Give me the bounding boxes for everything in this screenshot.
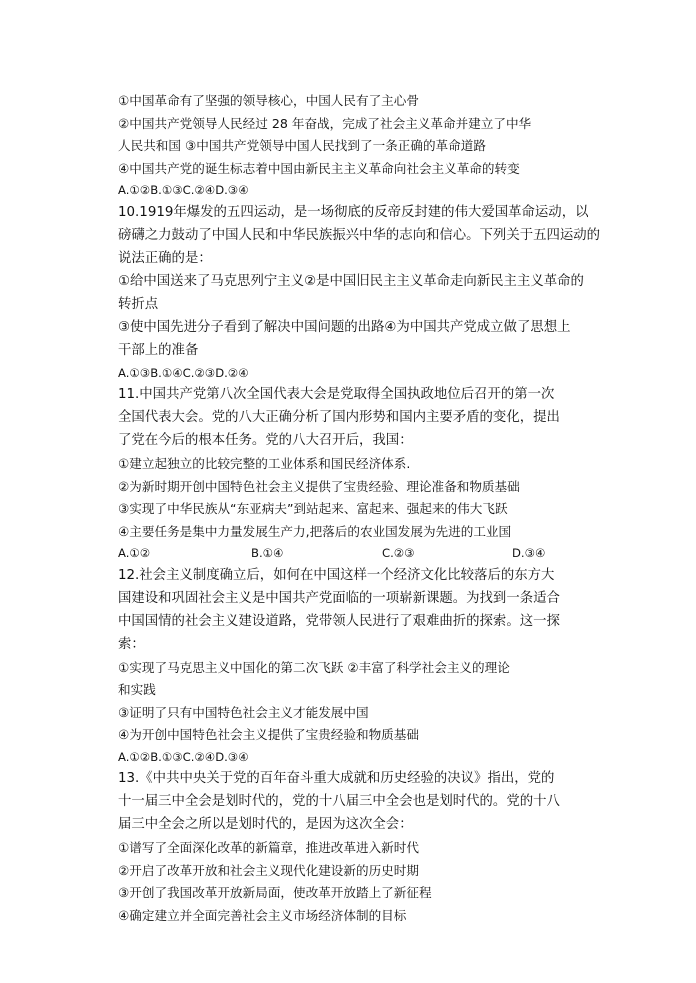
option-line: ③证明了只有中国特色社会主义才能发展中国 — [118, 704, 369, 720]
option-line: ④确定建立并全面完善社会主义市场经济体制的目标 — [118, 907, 407, 923]
option-line: 转折点 — [118, 296, 159, 312]
question-12 — [118, 567, 588, 765]
option-line: ②开启了改革开放和社会主义现代化建设新的历史时期 — [118, 862, 419, 878]
question-stem-line: 12.社会主义制度确立后，如何在中国这样一个经济文化比较落后的东方大 — [118, 567, 555, 583]
option-line: ④主要任务是集中力量发展生产力,把落后的农业国发展为先进的工业国 — [118, 523, 512, 539]
option-line: ③实现了中华民族从“东亚病夫”到站起来、富起来、强起来的伟大飞跃 — [118, 501, 508, 516]
question-10 — [118, 204, 601, 381]
answer-choices: A.①②B.①③C.②④D.③④ — [118, 183, 249, 197]
question-stem-line: 了党在今后的根本任务。党的八大召开后，我国： — [118, 433, 413, 448]
option-line: 和实践 — [118, 682, 156, 697]
question-stem-line: 索： — [118, 636, 145, 652]
question-stem-line: 中国国情的社会主义建设道路，党带领人民进行了艰难曲折的探索。这一探 — [118, 613, 560, 629]
option-line: 干部上的准备 — [118, 342, 199, 358]
question-11 — [118, 386, 588, 561]
option-line: ④中国共产党的诞生标志着中国由新民主主义革命向社会主义革命的转变 — [118, 160, 520, 176]
question-stem-line: 十一届三中全会是划时代的，党的十八届三中全会也是划时代的。党的十八 — [118, 794, 560, 809]
option-line: 人民共和国 ③中国共产党领导中国人民找到了一条正确的革命道路 — [118, 138, 486, 153]
option-line: ①实现了马克思主义中国化的第二次飞跃 ②丰富了科学社会主义的理论 — [118, 659, 510, 675]
answer-choice-b: B.①④ — [251, 546, 284, 560]
question-stem-line: 届三中全会之所以是划时代的，是因为这次全会： — [118, 817, 413, 832]
question-stem-line: 国建设和巩固社会主义是中国共产党面临的一项崭新课题。为找到一条适合 — [118, 590, 560, 606]
answer-choice-c: C.②③ — [382, 546, 415, 560]
answer-choices: A.①③B.①④C.②③D.②④ — [118, 365, 249, 380]
question-9-options — [118, 92, 588, 198]
option-line: ①中国革命有了坚强的领导核心，中国人民有了主心骨 — [118, 93, 419, 108]
question-stem-line: 全国代表大会。党的八大正确分析了国内形势和国内主要矛盾的变化，提出 — [118, 410, 560, 425]
option-line: ②为新时期开创中国特色社会主义提供了宝贵经验、理论准备和物质基础 — [118, 478, 520, 494]
answer-choice-d: D.③④ — [512, 546, 546, 560]
option-line: ②中国共产党领导人民经过 28 年奋战，完成了社会主义革命并建立了中华 — [118, 115, 532, 131]
option-line: ③使中国先进分子看到了解决中国问题的出路④为中国共产党成立做了思想上 — [118, 319, 571, 335]
option-line: ③开创了我国改革开放新局面，使改革开放踏上了新征程 — [118, 885, 432, 900]
question-stem-line: 10.1919年爆发的五四运动，是一场彻底的反帝反封建的伟大爱国革命运动，以 — [118, 204, 589, 220]
option-line: ④为开创中国特色社会主义提供了宝贵经验和物质基础 — [118, 727, 419, 742]
option-line: ①给中国送来了马克思列宁主义②是中国旧民主主义革命走向新民主主义革命的 — [118, 273, 584, 289]
question-content — [118, 92, 601, 929]
answer-choices — [118, 545, 588, 561]
answer-choices: A.①②B.①③C.②④D.③④ — [118, 749, 249, 764]
question-stem-line: 说法正确的是： — [118, 250, 212, 266]
question-stem-line: 11.中国共产党第八次全国代表大会是党取得全国执政地位后召开的第一次 — [118, 387, 555, 402]
option-line: ①谱写了全面深化改革的新篇章，推进改革进入新时代 — [118, 840, 419, 855]
question-stem-line: 13.《中共中央关于党的百年奋斗重大成就和历史经验的决议》指出，党的 — [118, 771, 555, 786]
option-line: ①建立起独立的比较完整的工业体系和国民经济体系. — [118, 456, 411, 471]
question-stem-line: 磅礴之力鼓动了中国人民和中华民族振兴中华的志向和信心。下列关于五四运动的 — [118, 227, 601, 243]
question-13 — [118, 770, 588, 924]
answer-choice-a: A.①② — [118, 546, 151, 560]
